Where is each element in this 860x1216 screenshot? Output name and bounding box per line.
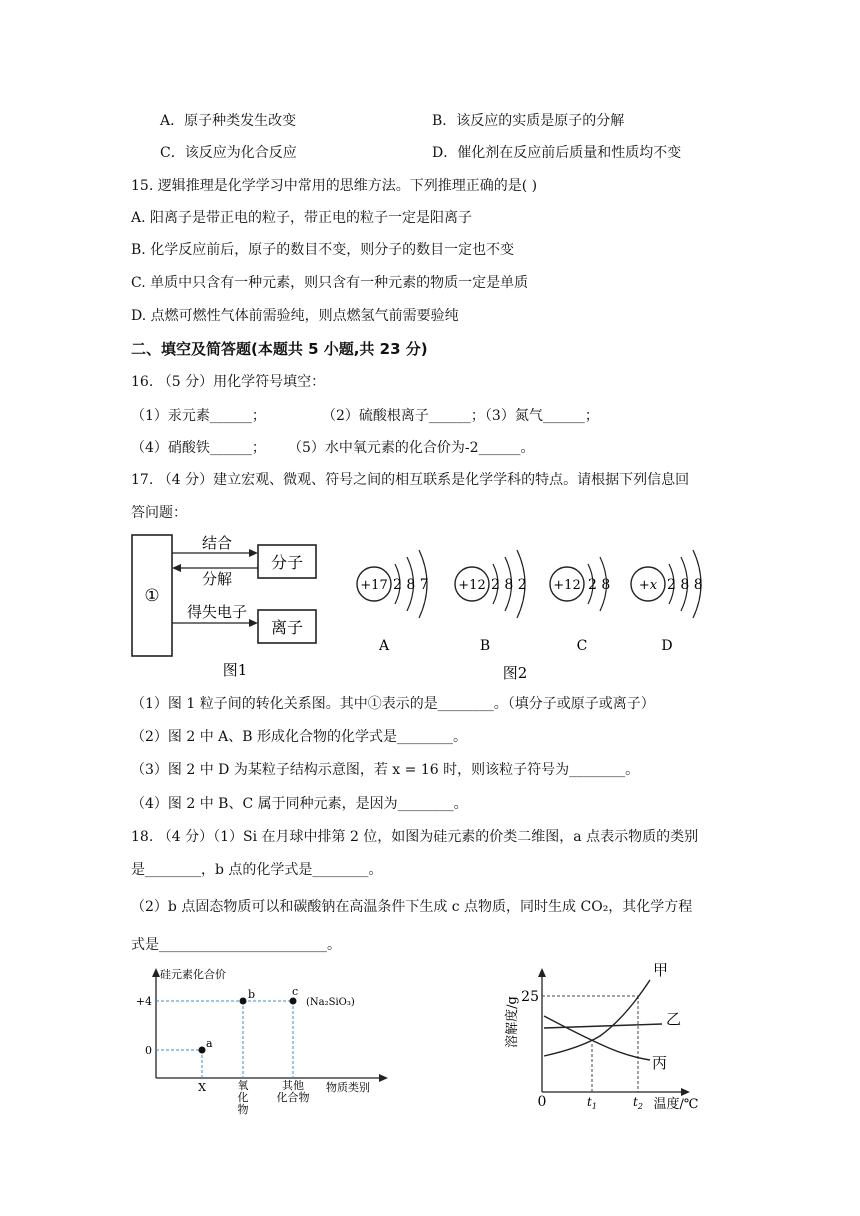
q17-part-2: （2）图 2 中 A、B 形成化合物的化学式是________。 xyxy=(131,729,468,745)
valence-y-label: 硅元素化合价 xyxy=(160,968,226,981)
point-a xyxy=(199,1047,206,1054)
fig1-decompose-label: 分解 xyxy=(201,570,233,588)
q15-option-c: C. 单质中只含有一种元素，则只含有一种元素的物质一定是单质 xyxy=(131,275,529,291)
svg-text:物: 物 xyxy=(237,1103,249,1116)
q18-part-2-line-2: 式是________________________。 xyxy=(131,937,341,953)
q18-stem-line-1: 18. （4 分）（1）Si 在月球中排第 2 位，如图为硅元素的价类二维图，a 点表示物质的类别 xyxy=(131,829,699,845)
atom-a-shells: 2 8 7 xyxy=(393,577,429,593)
fig1-caption: 图1 xyxy=(222,661,248,679)
valence-x-label: 物质类别 xyxy=(326,1081,370,1094)
solubility-x-label: 温度/℃ xyxy=(653,1097,699,1112)
valence-y-tick-0: 0 xyxy=(145,1044,152,1057)
fig1-combine-label: 结合 xyxy=(201,534,233,552)
atom-a-nucleus: +17 xyxy=(360,578,388,593)
atom-b xyxy=(455,550,527,654)
valence-x-tick-other xyxy=(277,1078,310,1104)
q18-part-2-line-1: （2）b 点固态物质可以和碳酸钠在高温条件下生成 c 点物质，同时生成 CO₂，其化学方程 xyxy=(131,899,693,915)
atom-d-shells: 2 8 8 xyxy=(667,577,703,593)
q14-option-a: A．原子种类发生改变 xyxy=(160,113,297,129)
fig1-molecule-label: 分子 xyxy=(270,553,304,572)
atom-b-shells: 2 8 2 xyxy=(491,577,527,593)
q16-stem: 16. （5 分）用化学符号填空： xyxy=(131,374,326,390)
point-a-label: a xyxy=(206,1037,213,1050)
q17-part-1: （1）图 1 粒子间的转化关系图。其中①表示的是________。（填分子或原子或离子） xyxy=(131,696,655,712)
atom-b-nucleus: +12 xyxy=(458,578,486,593)
fig1-gain-lose-label: 得失电子 xyxy=(186,603,248,621)
atom-c-nucleus: +12 xyxy=(553,578,581,593)
fig2-caption: 图2 xyxy=(502,664,528,682)
atom-d-label: D xyxy=(661,638,673,654)
fig1-circle-label: ① xyxy=(144,586,160,606)
figure-2-atom-structures xyxy=(345,542,725,682)
svg-text:其他: 其他 xyxy=(282,1079,304,1092)
fig1-ion-label: 离子 xyxy=(270,618,304,637)
svg-text:氧: 氧 xyxy=(237,1079,249,1092)
solubility-x-tick-t2 xyxy=(633,1095,643,1111)
silicon-valence-class-chart xyxy=(130,965,400,1116)
solubility-curve-chart xyxy=(500,960,720,1110)
point-c-note: (Na₂SiO₃) xyxy=(306,997,355,1008)
series-label-bing: 丙 xyxy=(652,1054,668,1072)
q15-stem: 15. 逻辑推理是化学学习中常用的思维方法。下列推理正确的是( ) xyxy=(131,178,538,194)
q17-stem-line-1: 17. （4 分）建立宏观、微观、符号之间的相互联系是化学学科的特点。请根据下列信息回 xyxy=(131,472,690,488)
atom-d xyxy=(631,550,703,654)
point-b xyxy=(240,998,247,1005)
q16-part-4: （4）硝酸铁______； xyxy=(131,440,266,456)
q14-option-c: C．该反应为化合反应 xyxy=(160,145,297,161)
q15-option-a: A. 阳离子是带正电的粒子，带正电的粒子一定是阳离子 xyxy=(131,210,473,226)
atom-c xyxy=(550,557,610,654)
svg-text:化合物: 化合物 xyxy=(276,1091,310,1104)
point-b-label: b xyxy=(248,988,256,1001)
q16-part-5: （5）水中氧元素的化合价为-2______。 xyxy=(288,440,535,456)
section-2-title: 二、填空及简答题(本题共 5 小题,共 23 分) xyxy=(131,340,428,358)
q17-stem-line-2: 答问题： xyxy=(131,505,187,521)
q14-option-d: D．催化剂在反应前后质量和性质均不变 xyxy=(432,145,682,161)
q15-option-d: D. 点燃可燃性气体前需验纯，则点燃氢气前需要验纯 xyxy=(131,308,459,324)
svg-text:t2: $t_2$ xyxy=(633,1095,643,1111)
atom-b-label: B xyxy=(479,638,491,654)
svg-text:化: 化 xyxy=(237,1091,249,1104)
q17-part-3: （3）图 2 中 D 为某粒子结构示意图，若 x = 16 时，则该粒子符号为________。 xyxy=(131,762,640,778)
figure-1-particle-relation xyxy=(125,530,335,680)
point-c-label: c xyxy=(292,985,299,998)
q18-stem-line-2: 是________，b 点的化学式是________。 xyxy=(131,862,383,878)
q16-part-2-3: （2）硫酸根离子______；（3）氮气______； xyxy=(322,408,599,424)
solubility-x-tick-t1 xyxy=(587,1095,597,1111)
q14-option-b: B．该反应的实质是原子的分解 xyxy=(432,113,625,129)
atom-d-nucleus: +x xyxy=(638,578,658,593)
series-label-jia: 甲 xyxy=(653,961,669,979)
atom-a xyxy=(357,550,429,654)
atom-c-shells: 2 8 xyxy=(588,577,611,593)
solubility-y-tick-25: 25 xyxy=(521,989,539,1005)
valence-x-tick-oxide xyxy=(238,1078,249,1116)
valence-y-tick-plus4: +4 xyxy=(135,995,152,1008)
q16-part-1: （1）汞元素______； xyxy=(131,408,266,424)
q17-part-4: （4）图 2 中 B、C 属于同种元素，是因为________。 xyxy=(131,796,468,812)
curve-jia xyxy=(544,980,650,1056)
atom-c-label: C xyxy=(576,638,588,654)
solubility-origin: 0 xyxy=(537,1094,547,1110)
series-label-yi: 乙 xyxy=(666,1010,682,1028)
valence-x-tick-x: X xyxy=(198,1081,206,1094)
atom-a-label: A xyxy=(378,638,390,654)
svg-text:t1: $t_1$ xyxy=(587,1095,597,1111)
point-c xyxy=(290,998,297,1005)
q15-option-b: B. 化学反应前后，原子的数目不变，则分子的数目一定也不变 xyxy=(131,242,515,258)
svg-text:溶解度/g: 溶解度/g xyxy=(505,996,520,1048)
solubility-y-label xyxy=(504,996,520,1048)
